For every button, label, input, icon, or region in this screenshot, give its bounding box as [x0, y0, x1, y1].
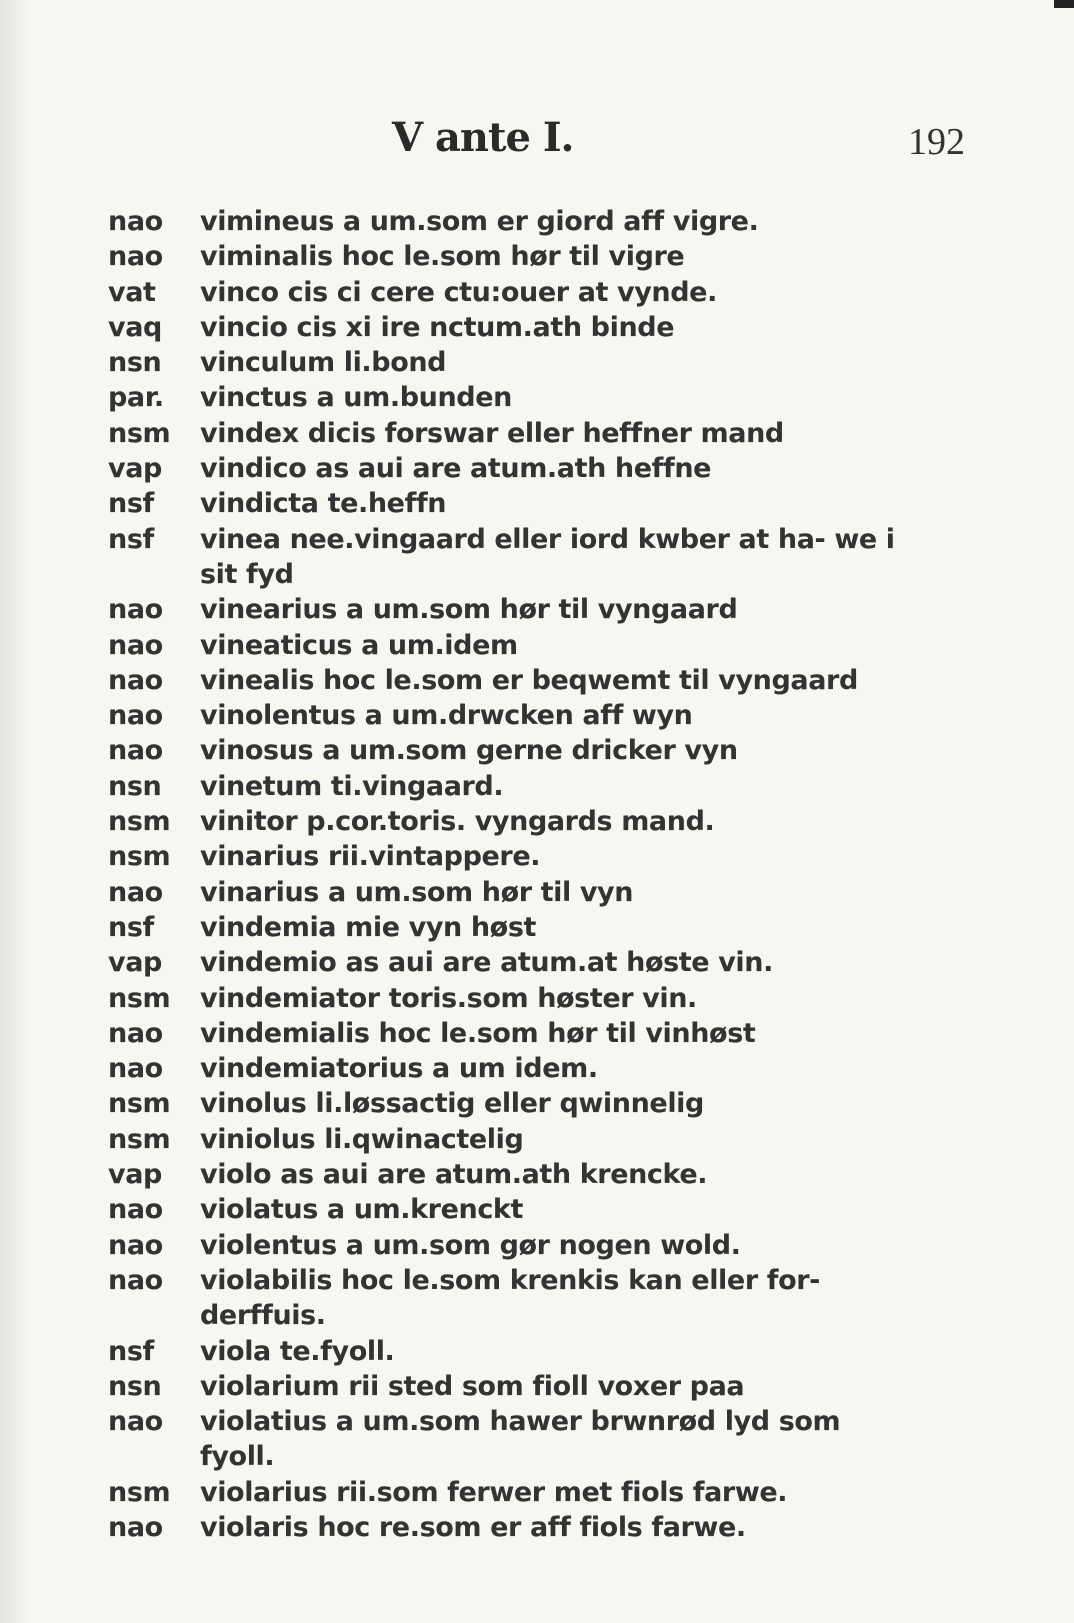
entry-grammar-code: nsm [108, 806, 171, 838]
entry-gloss: vinearius a um.som hør til vyngaard [200, 594, 738, 626]
dictionary-entry [108, 1510, 908, 1545]
entry-grammar-code: nao [108, 1511, 163, 1543]
entry-gloss: vinealis hoc le.som er beqwemt til vyngaard [200, 664, 858, 696]
entry-gloss: vineaticus a um.idem [200, 629, 518, 661]
entry-grammar-code: nao [108, 1053, 163, 1085]
entry-grammar-code: par. [108, 382, 164, 414]
entry-gloss: vindex dicis forswar eller heffner mand [200, 417, 784, 449]
entry-gloss: vimineus a um.som er giord aff vigre. [200, 206, 759, 237]
entry-grammar-code: vap [108, 947, 162, 979]
page-header [0, 110, 1074, 170]
entry-grammar-code: vap [108, 453, 162, 485]
dictionary-entry [108, 1334, 908, 1369]
entry-gloss: vincio cis xi ire nctum.ath binde [200, 311, 675, 343]
dictionary-entry [108, 451, 908, 486]
entry-grammar-code: nsn [108, 1370, 162, 1402]
dictionary-entry [108, 663, 908, 698]
dictionary-entry [108, 698, 908, 733]
entry-gloss: violatus a um.krenckt [200, 1194, 523, 1226]
entry-gloss: vinculum li.bond [200, 347, 447, 379]
dictionary-entry [108, 733, 908, 768]
dictionary-entry [108, 416, 908, 451]
entry-grammar-code: nao [108, 1229, 163, 1261]
dictionary-entry [108, 1369, 908, 1404]
dictionary-entry [108, 522, 908, 593]
entry-grammar-code: nsf [108, 488, 154, 520]
entry-grammar-code: nao [108, 1194, 163, 1226]
entry-grammar-code: nao [108, 1264, 163, 1296]
page-number: 192 [908, 121, 965, 163]
entry-gloss: vinitor p.cor.toris. vyngards mand. [200, 806, 715, 838]
dictionary-entry [108, 804, 908, 839]
dictionary-entry [108, 1228, 908, 1263]
entry-grammar-code: nao [108, 206, 163, 237]
entry-grammar-code: nao [108, 241, 163, 273]
entry-grammar-code: nsm [108, 1123, 171, 1155]
entry-grammar-code: nsf [108, 911, 154, 943]
entry-grammar-code: nsn [108, 347, 162, 379]
page-edge-shadow [0, 0, 30, 1623]
entry-grammar-code: nao [108, 1406, 163, 1438]
dictionary-entry [108, 592, 908, 627]
dictionary-entry [108, 839, 908, 874]
dictionary-entry [108, 875, 908, 910]
dictionary-entry [108, 275, 908, 310]
dictionary-entry [108, 1192, 908, 1227]
dictionary-entry [108, 239, 908, 274]
scan-mark [1054, 0, 1074, 8]
entry-grammar-code: nao [108, 629, 163, 661]
entry-gloss: vinosus a um.som gerne dricker vyn [200, 735, 738, 767]
entry-gloss: violaris hoc re.som er aff fiols farwe. [200, 1511, 746, 1543]
entry-gloss: vinctus a um.bunden [200, 382, 512, 414]
dictionary-entry [108, 981, 908, 1016]
entry-gloss: vindemio as aui are atum.at høste vin. [200, 947, 773, 979]
entry-gloss: violabilis hoc le.som krenkis kan eller for- derffuis. [200, 1264, 820, 1332]
dictionary-entry [108, 1086, 908, 1121]
entry-gloss: violentus a um.som gør nogen wold. [200, 1229, 741, 1261]
dictionary-entry [108, 1016, 908, 1051]
entry-grammar-code: nao [108, 876, 163, 908]
entry-gloss: vinolentus a um.drwcken aff wyn [200, 700, 693, 732]
entry-gloss: viminalis hoc le.som hør til vigre [200, 241, 685, 273]
entry-gloss: violatius a um.som hawer brwnrød lyd som fyoll. [200, 1406, 841, 1473]
entry-grammar-code: nsf [108, 523, 154, 555]
entry-gloss: vindico as aui are atum.ath heffne [200, 453, 712, 485]
entry-gloss: vinarius a um.som hør til vyn [200, 876, 634, 908]
entry-gloss: vinco cis ci cere ctu:ouer at vynde. [200, 276, 717, 308]
entry-gloss: vindicta te.heffn [200, 488, 447, 520]
entry-grammar-code: nao [108, 735, 163, 767]
entry-gloss: vindemialis hoc le.som hør til vinhøst [200, 1017, 756, 1049]
entry-gloss: vindemiator toris.som høster vin. [200, 982, 697, 1014]
entry-gloss: viola te.fyoll. [200, 1335, 395, 1367]
dictionary-entry [108, 380, 908, 415]
entry-grammar-code: nsm [108, 982, 171, 1014]
dictionary-entry [108, 910, 908, 945]
entry-grammar-code: nsm [108, 417, 171, 449]
entry-grammar-code: nsm [108, 1088, 171, 1120]
entry-gloss: viniolus li.qwinactelig [200, 1123, 524, 1155]
dictionary-entry [108, 1263, 908, 1334]
dictionary-entry [108, 204, 908, 239]
entry-gloss: vindemia mie vyn høst [200, 911, 536, 943]
entry-gloss: violo as aui are atum.ath krencke. [200, 1159, 708, 1191]
dictionary-entry [108, 769, 908, 804]
dictionary-entry [108, 345, 908, 380]
dictionary-entry [108, 486, 908, 521]
entry-gloss: violarium rii sted som fioll voxer paa [200, 1370, 745, 1402]
entry-grammar-code: nao [108, 700, 163, 732]
entry-gloss: violarius rii.som ferwer met fiols farwe. [200, 1476, 788, 1508]
dictionary-entry [108, 310, 908, 345]
dictionary-entries [108, 204, 908, 1545]
dictionary-entry [108, 1051, 908, 1086]
entry-grammar-code: vaq [108, 311, 162, 343]
dictionary-entry [108, 1404, 908, 1475]
running-head: V ante I. [392, 114, 574, 161]
entry-gloss: vinetum ti.vingaard. [200, 770, 504, 802]
dictionary-entry [108, 1122, 908, 1157]
entry-grammar-code: nsm [108, 1476, 171, 1508]
entry-grammar-code: nao [108, 1017, 163, 1049]
entry-gloss: vinarius rii.vintappere. [200, 841, 541, 873]
dictionary-entry [108, 628, 908, 663]
entry-grammar-code: vat [108, 276, 156, 308]
dictionary-entry [108, 1475, 908, 1510]
entry-gloss: vindemiatorius a um idem. [200, 1053, 598, 1085]
dictionary-entry [108, 945, 908, 980]
entry-gloss: vinolus li.løssactig eller qwinnelig [200, 1088, 704, 1120]
dictionary-entry [108, 1157, 908, 1192]
entry-grammar-code: nao [108, 594, 163, 626]
entry-grammar-code: nsf [108, 1335, 154, 1367]
entry-gloss: vinea nee.vingaard eller iord kwber at ha- we i sit fyd [200, 523, 895, 590]
entry-grammar-code: nao [108, 664, 163, 696]
entry-grammar-code: vap [108, 1159, 162, 1191]
entry-grammar-code: nsm [108, 841, 171, 873]
entry-grammar-code: nsn [108, 770, 162, 802]
